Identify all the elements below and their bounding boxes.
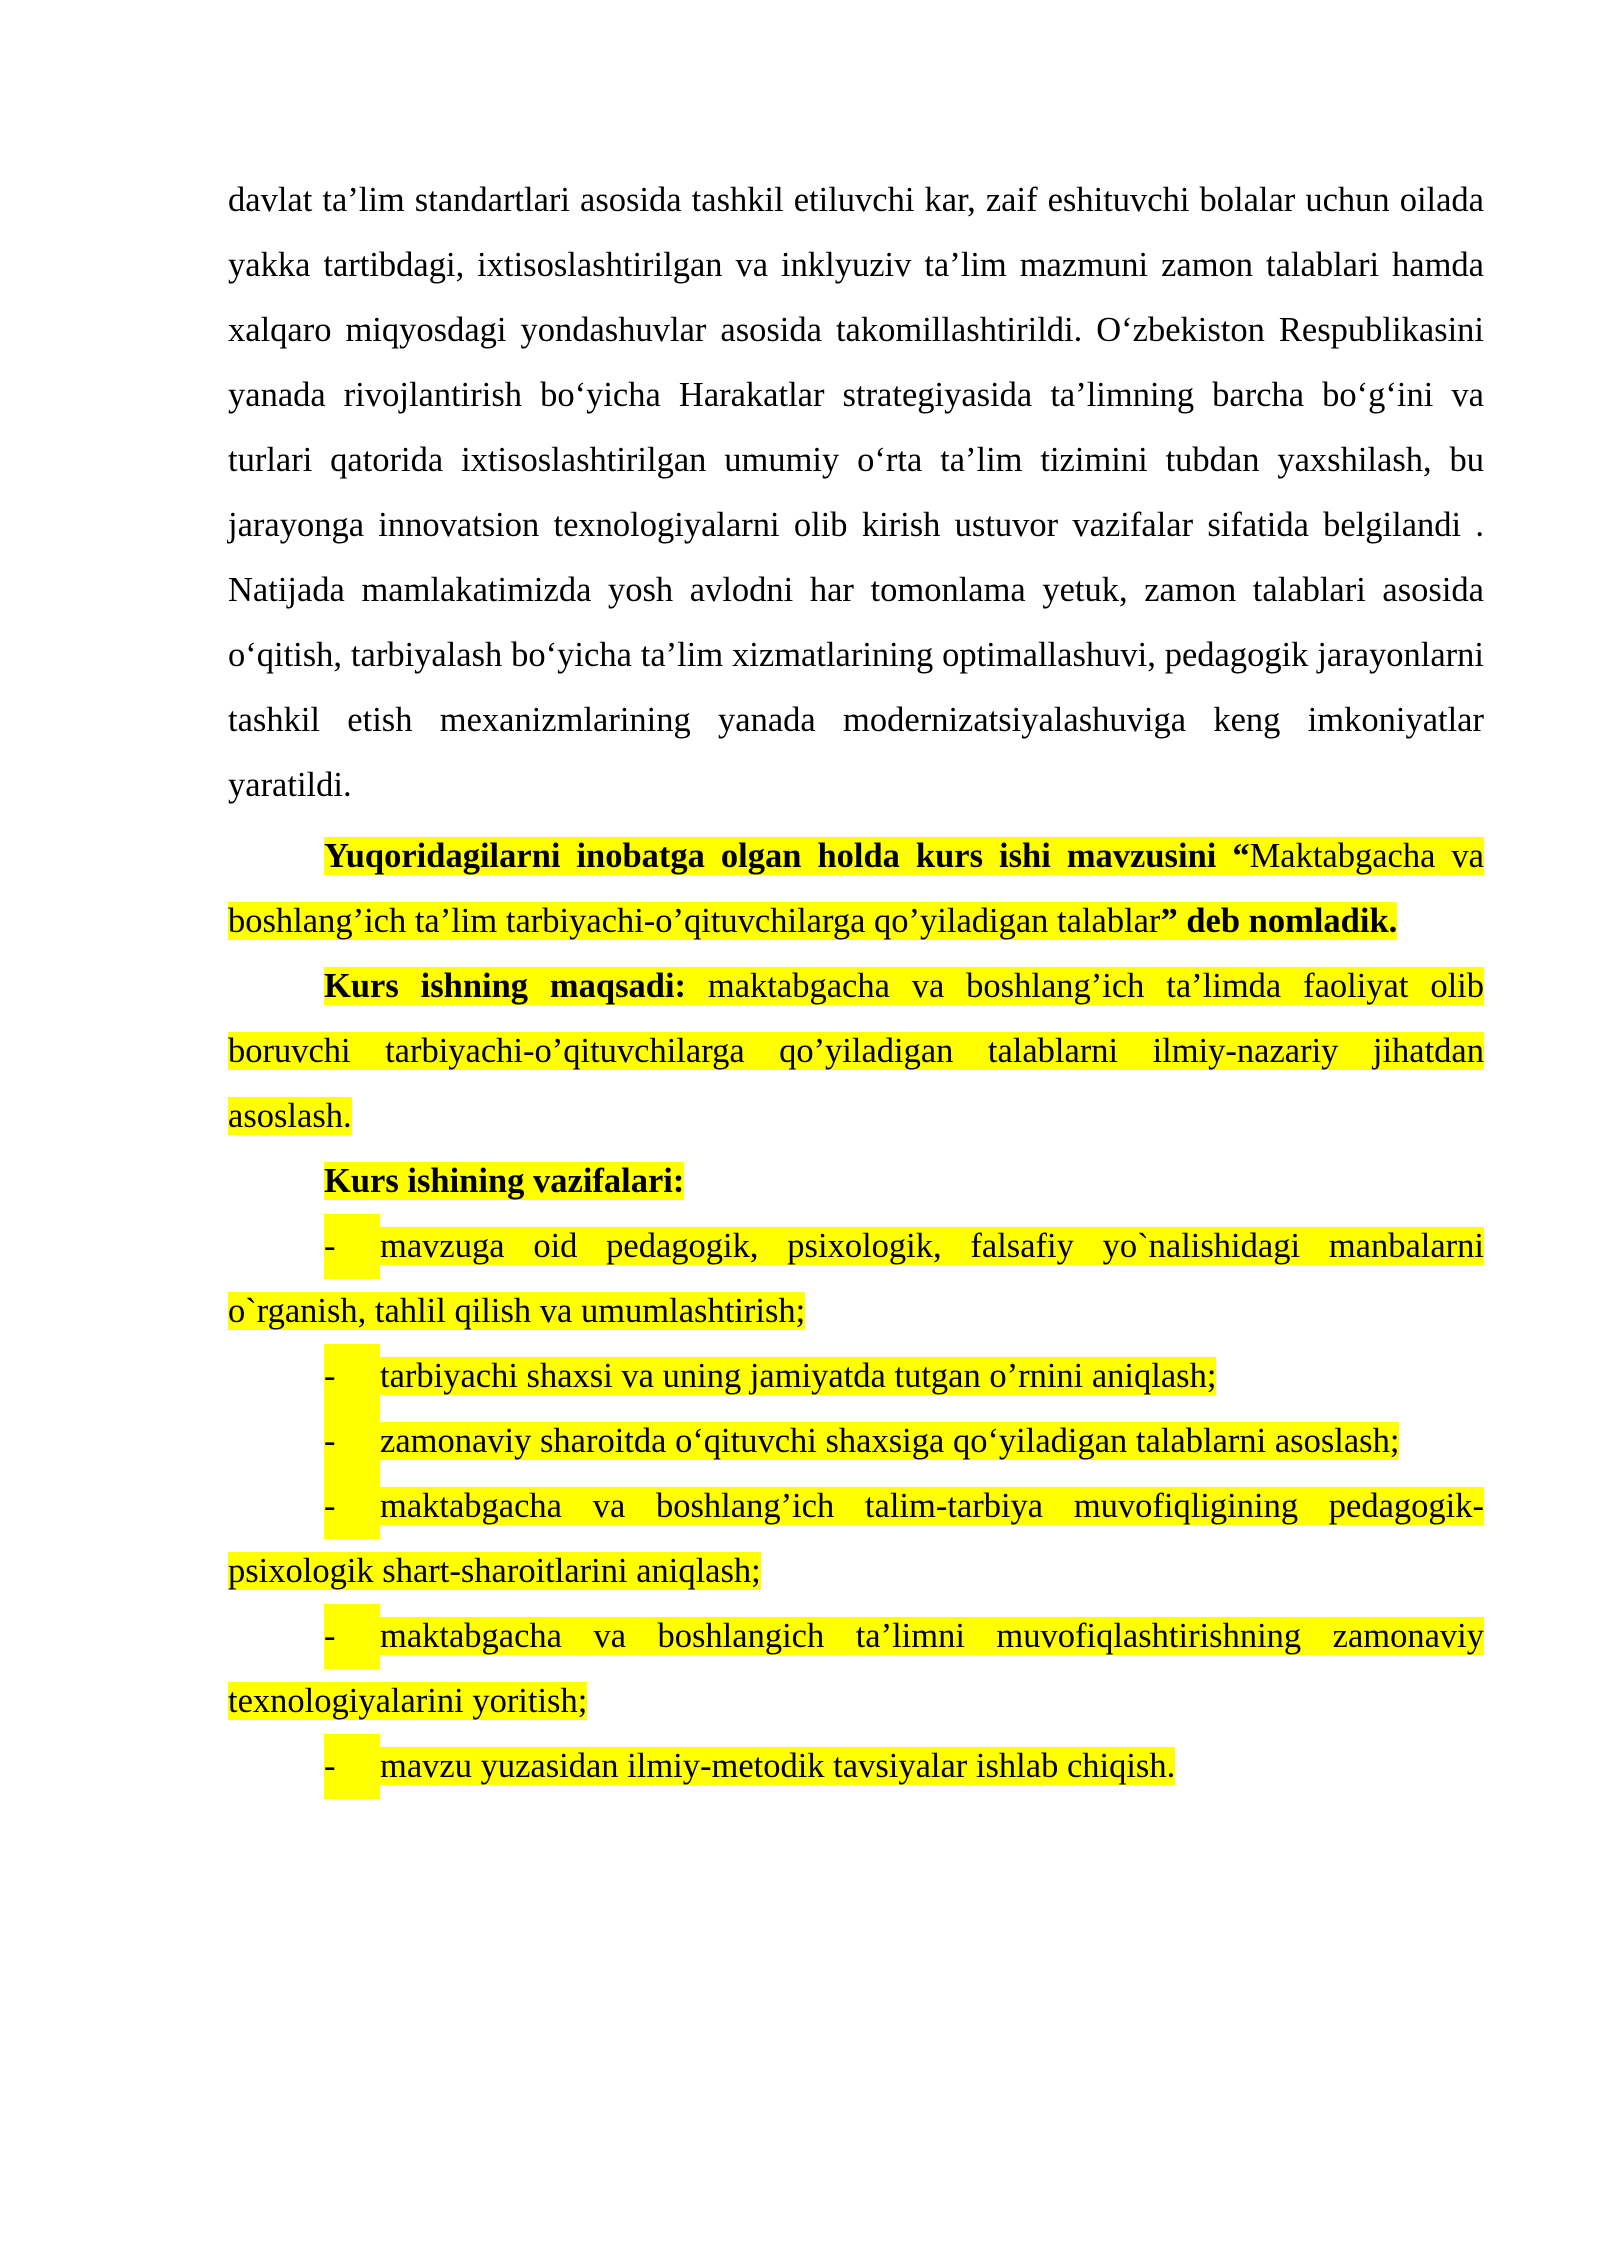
body-paragraph: davlat ta’lim standartlari asosida tashkil etiluvchi kar, zaif eshituvchi bolalar uchun oilada yakka tartibdagi, ixtisoslashtirilgan va inklyuziv ta’lim mazmuni zamon talablari hamda xalqaro miqyosdagi yondashuvlar asosida takomillashtirildi. O‘zbekiston Respublikasini yanada rivojlantirish bo‘yicha Harakatlar strategiyasida ta’limning barcha bo‘g‘ini va turlari qatorida ixtisoslashtirilgan umumiy o‘rta ta’lim tizimini tubdan yaxshilash, bu jarayonga innovatsion texnologiyalarni olib kirish ustuvor vazifalar sifatida belgilandi . Natijada mamlakatimizda yosh avlodni har tomonlama yetuk, zamon talablari asosida o‘qitish, tarbiyalash bo‘yicha ta’lim xizmatlarining optimallashuvi, pedagogik jarayonlarni tashkil etish mexanizmlarining yanada modernizatsiyalashuviga keng imkoniyatlar yaratildi. — [228, 181, 1484, 804]
list-dash: - — [324, 1604, 380, 1669]
list-dash: - — [324, 1474, 380, 1539]
tasks-heading-paragraph — [228, 1149, 1484, 1214]
list-item-text: maktabgacha va boshlang’ich talim-tarbiya muvofiqligining pedagogik-psixologik shart-sharoitlarini aniqlash; — [228, 1487, 1484, 1590]
list-item-text: mavzuga oid pedagogik, psixologik, falsafiy yo`nalishidagi manbalarni o`rganish, tahlil qilish va umumlashtirish; — [228, 1227, 1484, 1330]
list-item — [228, 1344, 1484, 1409]
goal-paragraph — [228, 954, 1484, 1149]
tasks-heading: Kurs ishining vazifalari: — [324, 1162, 685, 1200]
list-dash: - — [324, 1409, 380, 1474]
list-item — [228, 1604, 1484, 1734]
topic-paragraph — [228, 824, 1484, 954]
list-item — [228, 1214, 1484, 1344]
list-item-text: maktabgacha va boshlangich ta’limni muvofiqlashtirishning zamonaviy texnologiyalarini yoritish; — [228, 1617, 1484, 1720]
list-dash: - — [324, 1734, 380, 1799]
list-item-text: mavzu yuzasidan ilmiy-metodik tavsiyalar ishlab chiqish. — [380, 1747, 1176, 1785]
document-page — [228, 168, 1484, 1799]
list-item — [228, 1734, 1484, 1799]
list-item-text: tarbiyachi shaxsi va uning jamiyatda tutgan o’rnini aniqlash; — [380, 1357, 1217, 1395]
goal-text: maktabgacha va boshlang’ich ta’limda faoliyat olib boruvchi tarbiyachi-o’qituvchilarga qo’yiladigan talablarni ilmiy-nazariy jihatdan asoslash. — [228, 967, 1484, 1135]
list-dash: - — [324, 1214, 380, 1279]
goal-label: Kurs ishning maqsadi: — [324, 967, 687, 1005]
list-dash: - — [324, 1344, 380, 1409]
list-item-text: zamonaviy sharoitda o‘qituvchi shaxsiga qo‘yiladigan talablarni asoslash; — [380, 1422, 1400, 1460]
list-item — [228, 1409, 1484, 1474]
topic-title: Maktabgacha va boshlang’ich ta’lim tarbiyachi-o’qituvchilarga qo’yiladigan talablar — [228, 837, 1484, 940]
topic-tail: ” deb nomladik. — [1160, 902, 1398, 940]
topic-lead: Yuqoridagilarni inobatga olgan holda kurs ishi mavzusini “ — [324, 837, 1250, 875]
list-item — [228, 1474, 1484, 1604]
